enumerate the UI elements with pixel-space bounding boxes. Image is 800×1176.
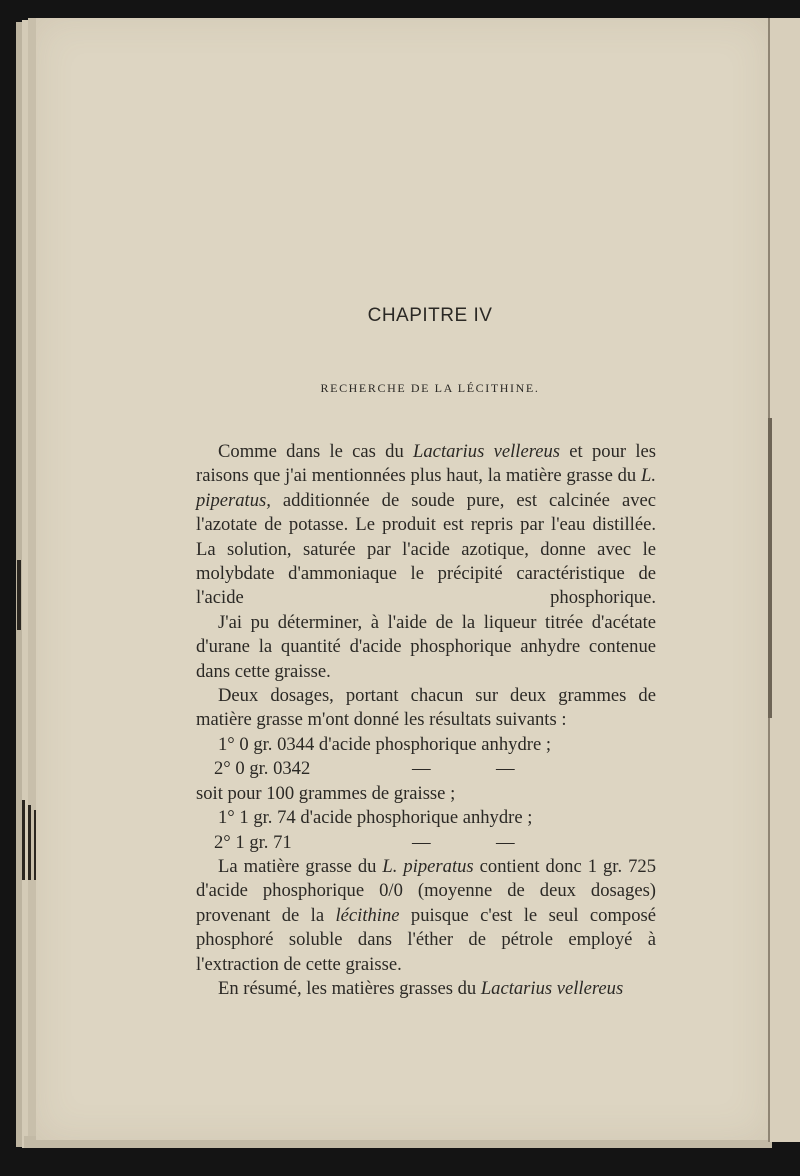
italic-text: lécithine bbox=[335, 904, 400, 926]
paragraph: soit pour 100 grammes de graisse ; bbox=[196, 782, 456, 804]
text-run: En résumé, les matières grasses du bbox=[218, 977, 481, 999]
text-run: puisque c'est le seul composé phosphoré soluble dans l'éther de pétrole employé à l'extraction de cette graisse. bbox=[196, 904, 657, 975]
ditto-mark: — bbox=[412, 758, 431, 780]
text-run: contient donc 1 gr. 725 d'acide phosphorique 0/0 (moyenne de deux dosages) provenant de la bbox=[196, 855, 656, 926]
result-line: 1° 1 gr. 74 d'acide phosphorique anhydre ; bbox=[218, 807, 533, 829]
result-label: 2° 1 gr. 71 bbox=[214, 831, 292, 853]
binding-mark bbox=[22, 800, 25, 880]
result-line: 1° 0 gr. 0344 d'acide phosphorique anhydre ; bbox=[218, 733, 552, 755]
paragraph: Deux dosages, portant chacun sur deux grammes de matière grasse m'ont donné les résultats suivants : bbox=[196, 685, 656, 731]
binding-mark bbox=[28, 805, 31, 880]
result-label: 2° 0 gr. 0342 bbox=[214, 758, 311, 780]
text-run: Comme dans le cas du bbox=[218, 441, 414, 462]
text-run: et pour les raisons que j'ai mentionnées plus haut, la matière grasse du bbox=[196, 441, 656, 487]
text-run: La matière grasse du bbox=[218, 855, 383, 877]
body-text bbox=[196, 440, 656, 1001]
italic-text: L. piperatus, bbox=[196, 465, 656, 511]
ditto-mark: — bbox=[496, 758, 515, 780]
paragraph bbox=[196, 440, 656, 611]
result-line bbox=[196, 831, 656, 855]
binding-mark bbox=[17, 560, 21, 630]
result-line bbox=[196, 757, 656, 781]
adjacent-page bbox=[768, 18, 800, 1142]
section-title: RECHERCHE DE LA LÉCITHINE. bbox=[320, 381, 540, 395]
binding-shadow bbox=[768, 418, 772, 718]
ditto-mark: — bbox=[496, 831, 515, 853]
text-run: additionnée de soude pure, est calcinée avec l'azotate de potasse. Le produit est repris par l'eau distillée. La solution, saturée par l'acide azotique, donne avec le molybdate d'ammoniaque le précipité caractéristique de l'acide phosphorique. bbox=[196, 489, 656, 609]
ditto-mark: — bbox=[412, 831, 431, 853]
paragraph bbox=[196, 977, 656, 1001]
italic-text: Lactarius vellereus bbox=[413, 441, 561, 462]
binding-mark bbox=[34, 810, 36, 880]
chapter-title: CHAPITRE IV bbox=[367, 305, 493, 326]
italic-text: Lactarius vellereus bbox=[480, 977, 624, 999]
paragraph: J'ai pu déterminer, à l'aide de la liqueur titrée d'acétate d'urane la quantité d'acide phosphorique anhydre contenue dans cette graisse. bbox=[196, 611, 656, 682]
italic-text: L. piperatus bbox=[382, 855, 474, 877]
paragraph bbox=[196, 855, 656, 977]
